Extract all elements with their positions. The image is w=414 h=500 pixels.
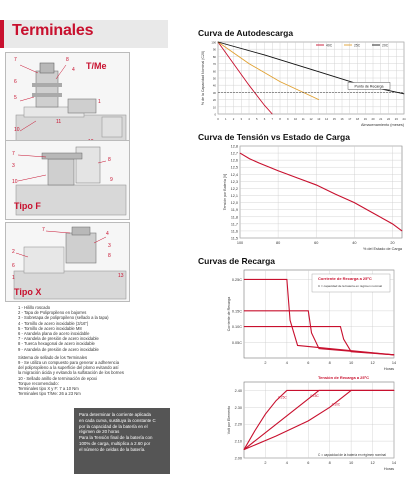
x-tick-label: 7 bbox=[271, 117, 274, 121]
callout-6: 6 bbox=[12, 263, 15, 269]
data-point bbox=[308, 399, 309, 400]
data-point bbox=[240, 153, 241, 154]
y-tick-label: 2.10 bbox=[234, 439, 242, 444]
data-point bbox=[404, 93, 405, 94]
data-point bbox=[311, 69, 312, 70]
callout-13: 13 bbox=[118, 273, 124, 279]
list-item: 1 - Hilillo roscado bbox=[18, 305, 51, 310]
data-point bbox=[335, 194, 336, 195]
y-tick-label: 0 bbox=[214, 112, 216, 117]
x-tick-label: 6 bbox=[263, 117, 266, 121]
data-point bbox=[244, 326, 245, 327]
data-point bbox=[233, 63, 234, 64]
callout-10: 10 bbox=[14, 127, 20, 133]
y-axis-label: % de la Capacidad Nominal (C20) bbox=[201, 50, 205, 106]
x-tick-label: 8 bbox=[328, 361, 331, 365]
tip-line: Para la Tensión final de la batería con bbox=[79, 435, 153, 441]
x-tick-label: 100 bbox=[236, 241, 244, 245]
y-tick-label: 70 bbox=[212, 62, 216, 67]
x-tick-label: 20 bbox=[390, 241, 395, 245]
x-tick-label: 22 bbox=[386, 117, 391, 121]
y-tick-label: 11,5 bbox=[230, 236, 238, 241]
y-tick-label: 12,8 bbox=[230, 144, 238, 149]
note-line: 9 - Se utiliza un compuesto para generar a adherencia bbox=[18, 360, 120, 366]
x-tick-label: 21 bbox=[379, 117, 383, 121]
x-axis-label: % del Estado de Carga bbox=[362, 247, 402, 251]
callout-7: 7 bbox=[42, 227, 45, 233]
note-line: del polipropileno a la superficie del plomo evitando así bbox=[18, 365, 119, 371]
callout-2: 2 bbox=[12, 249, 15, 255]
terminal-tme-illustration bbox=[6, 53, 130, 150]
charge-note-box bbox=[74, 408, 170, 474]
data-point bbox=[340, 326, 341, 327]
note-line: Terminales tipo T/Me: 26 a 23 Nm bbox=[18, 391, 81, 397]
x-tick-label: 14 bbox=[391, 361, 397, 365]
data-point bbox=[244, 311, 245, 312]
x-tick-label: 2 bbox=[264, 361, 267, 365]
data-point bbox=[278, 170, 279, 171]
x-tick-label: 4 bbox=[285, 361, 288, 365]
y-tick-label: 40 bbox=[212, 83, 216, 88]
x-tick-label: 9 bbox=[286, 117, 289, 121]
tip-line: por la capacidad de la batería en el bbox=[79, 423, 148, 429]
data-point bbox=[316, 185, 317, 186]
callout-3: 3 bbox=[108, 243, 111, 249]
data-point bbox=[272, 114, 273, 115]
y-tick-label: 10 bbox=[212, 105, 216, 110]
list-item: 9 - Arandela de presión de acero inoxidable bbox=[18, 346, 99, 352]
x-tick-label: 14 bbox=[324, 117, 329, 121]
data-point bbox=[244, 279, 245, 280]
callout-11: 11 bbox=[56, 119, 62, 125]
y-tick-label: 11,7 bbox=[230, 222, 238, 227]
x-tick-label: 19 bbox=[363, 117, 367, 121]
data-point bbox=[218, 42, 219, 43]
data-point bbox=[287, 415, 288, 416]
x-tick-label: 15 bbox=[332, 117, 336, 121]
series-label: 0.25C bbox=[278, 395, 287, 400]
y-tick-label: 2.20 bbox=[234, 422, 242, 427]
list-item: 4 - Tornillo de acero inoxidable (3/16") bbox=[18, 320, 89, 326]
chart-subtitle: Corriente de Recarga a 25ºC bbox=[318, 276, 372, 281]
callout-3: 3 bbox=[12, 163, 15, 169]
x-tick-label: 3 bbox=[240, 117, 243, 121]
data-point bbox=[259, 163, 260, 164]
y-tick-label: 20 bbox=[212, 98, 216, 103]
y-tick-label: 12,0 bbox=[230, 201, 238, 206]
data-point bbox=[265, 414, 266, 415]
note-line: la migración ácida y evitando la sulfatación de los bornes bbox=[18, 370, 124, 376]
data-point bbox=[290, 320, 291, 321]
chart-note: C = capacidad de la batería en régimen nominal bbox=[318, 453, 386, 457]
data-point bbox=[343, 339, 344, 340]
x-tick-label: 24 bbox=[402, 117, 406, 121]
plot-area bbox=[240, 146, 402, 238]
x-tick-label: 60 bbox=[314, 241, 319, 245]
section-title-autodescarga: Curva de Autodescarga bbox=[198, 28, 294, 38]
data-point bbox=[264, 105, 265, 106]
x-tick-label: 40 bbox=[352, 241, 357, 245]
data-point bbox=[287, 279, 288, 280]
x-tick-label: 12 bbox=[309, 117, 313, 121]
y-tick-label: 0.25C bbox=[231, 277, 242, 282]
x-tick-label: 10 bbox=[293, 117, 298, 121]
data-point bbox=[311, 333, 312, 334]
y-tick-label: 11,9 bbox=[230, 208, 238, 213]
data-point bbox=[297, 345, 298, 346]
x-tick-label: 80 bbox=[276, 241, 281, 245]
legend-label: 25C bbox=[354, 43, 361, 48]
tip-line: el número de celdas de la batería. bbox=[79, 446, 146, 452]
data-point bbox=[280, 81, 281, 82]
tip-line: en cada curva, sustituya la constante C bbox=[79, 417, 156, 423]
data-point bbox=[276, 400, 277, 401]
x-tick-label: 1 bbox=[224, 117, 227, 121]
y-tick-label: 12,3 bbox=[230, 179, 238, 184]
callout-7: 7 bbox=[14, 57, 17, 63]
y-tick-label: 0.10C bbox=[231, 325, 242, 330]
x-tick-label: 18 bbox=[355, 117, 360, 121]
callout-1: 1 bbox=[12, 275, 15, 281]
list-item: 3 - Sobretapa de polipropileno (sellado a la tapa) bbox=[18, 315, 109, 321]
data-point bbox=[249, 158, 250, 159]
x-axis-label: Almacenamiento (meses) bbox=[360, 123, 404, 127]
data-point bbox=[319, 390, 320, 391]
y-tick-label: 0.05C bbox=[231, 340, 242, 345]
data-point bbox=[254, 431, 255, 432]
x-tick-label: 20 bbox=[371, 117, 375, 121]
y-tick-label: 30 bbox=[212, 90, 216, 95]
y-tick-label: 12,6 bbox=[230, 158, 238, 163]
x-tick-label: 11 bbox=[301, 117, 305, 121]
section-title-recarga: Curvas de Recarga bbox=[198, 256, 276, 266]
callout-8: 8 bbox=[66, 57, 69, 63]
callout-8: 8 bbox=[108, 253, 111, 259]
x-tick-label: 2 bbox=[264, 461, 267, 465]
data-point bbox=[373, 213, 374, 214]
y-axis-label: Tensión por Batería [V] bbox=[223, 173, 227, 211]
x-tick-label: 13 bbox=[317, 117, 321, 121]
y-tick-label: 2.30 bbox=[234, 405, 242, 410]
y-tick-label: 2.00 bbox=[234, 456, 242, 461]
series-label: 0.10C bbox=[331, 402, 341, 407]
y-tick-label: 12,7 bbox=[230, 151, 238, 156]
list-item: 6 - Arandela plana de acero inoxidable bbox=[18, 331, 90, 337]
data-point bbox=[308, 311, 309, 312]
tip-line: Para determinar la corriente aplicada bbox=[79, 412, 151, 417]
chart-title: Tensión de Recarga a 25ºC bbox=[318, 376, 369, 380]
recharge-current-chart bbox=[198, 266, 410, 374]
x-tick-label: 4 bbox=[285, 461, 288, 465]
list-item: 5 - Tornillo de acero inoxidable M8 bbox=[18, 325, 82, 331]
x-tick-label: 8 bbox=[279, 117, 281, 121]
data-point bbox=[402, 231, 403, 232]
terminal-diagram-tme bbox=[5, 52, 130, 150]
terminal-diagram-tipo-x bbox=[5, 222, 130, 302]
y-axis-label: Volt por Elemento bbox=[227, 405, 231, 435]
callout-5: 5 bbox=[14, 95, 17, 101]
data-point bbox=[249, 63, 250, 64]
y-tick-label: 12,2 bbox=[230, 186, 238, 191]
data-point bbox=[394, 355, 395, 356]
data-point bbox=[308, 420, 309, 421]
callout-6: 6 bbox=[14, 79, 17, 85]
data-point bbox=[319, 348, 320, 349]
y-tick-label: 0.15C bbox=[231, 309, 242, 314]
parts-list bbox=[18, 305, 168, 396]
x-tick-label: 4 bbox=[248, 117, 250, 121]
y-tick-label: 12,5 bbox=[230, 165, 238, 170]
data-point bbox=[297, 177, 298, 178]
data-point bbox=[249, 85, 250, 86]
x-axis-label: Horas bbox=[383, 367, 394, 371]
list-item: 2 - Tapa de Polipropileno en bajorres bbox=[18, 310, 87, 316]
y-tick-label: 2.40 bbox=[234, 388, 242, 393]
callout-9: 9 bbox=[110, 177, 113, 183]
list-item: 7 - Arandela de presión de acero inoxidable bbox=[18, 336, 99, 342]
x-tick-label: 8 bbox=[328, 461, 331, 465]
x-tick-label: 10 bbox=[349, 461, 354, 465]
note-line: 10 - Sellado anillo de terminación de epoxi bbox=[18, 375, 97, 381]
y-tick-label: 12,4 bbox=[230, 172, 238, 177]
series-label: 0.15C bbox=[310, 393, 319, 398]
y-tick-label: 11,6 bbox=[230, 229, 238, 234]
recharge-annotation: Punto de Recarga bbox=[354, 84, 384, 89]
y-tick-label: 90 bbox=[212, 47, 216, 52]
tipo-x-label: Tipo X bbox=[14, 287, 42, 297]
data-point bbox=[318, 99, 319, 100]
x-axis-label: Horas bbox=[383, 467, 394, 471]
y-tick-label: 80 bbox=[212, 54, 216, 59]
legend-label: 20C bbox=[382, 43, 389, 48]
tipo-f-label: Tipo F bbox=[14, 201, 41, 211]
x-tick-label: 2 bbox=[232, 117, 235, 121]
data-point bbox=[351, 351, 352, 352]
self-discharge-chart bbox=[198, 38, 410, 130]
x-tick-label: 10 bbox=[349, 361, 354, 365]
data-point bbox=[329, 407, 330, 408]
callout-10: 10 bbox=[12, 179, 18, 185]
note-line: Torque recomendado: bbox=[18, 380, 59, 386]
x-tick-label: 6 bbox=[307, 361, 310, 365]
tip-line: 100% de carga, multiplica a 2.60 por bbox=[79, 440, 151, 446]
x-tick-label: 16 bbox=[340, 117, 344, 121]
data-point bbox=[392, 223, 393, 224]
note-line: Sistema de sellado de los Terminales bbox=[18, 354, 88, 360]
legend-label: 40C bbox=[326, 43, 333, 48]
data-point bbox=[394, 390, 395, 391]
list-item: 8 - Tuerca hexagonal de acero inoxidable bbox=[18, 341, 95, 347]
x-tick-label: 23 bbox=[394, 117, 398, 121]
data-point bbox=[264, 55, 265, 56]
x-tick-label: 12 bbox=[370, 461, 375, 465]
x-tick-label: 5 bbox=[255, 117, 258, 121]
callout-4: 4 bbox=[72, 67, 75, 73]
y-tick-label: 11,8 bbox=[230, 215, 238, 220]
data-point bbox=[276, 436, 277, 437]
chart-note: C = capacidad de la batería en régimen nominal bbox=[318, 284, 382, 288]
y-tick-label: 100 bbox=[211, 40, 216, 45]
callout-7: 7 bbox=[12, 151, 15, 157]
callout-8: 8 bbox=[108, 157, 111, 163]
page-title: Terminales bbox=[12, 22, 94, 39]
y-tick-label: 60 bbox=[212, 69, 216, 74]
terminal-diagram-tipo-f bbox=[5, 140, 130, 220]
data-point bbox=[354, 202, 355, 203]
note-line: Terminales tipo X y F: 7 a 10 Nm bbox=[18, 386, 79, 392]
x-tick-label: 12 bbox=[370, 361, 375, 365]
callout-1: 1 bbox=[98, 99, 101, 105]
plot-area bbox=[244, 382, 394, 458]
data-point bbox=[265, 432, 266, 433]
data-point bbox=[287, 390, 288, 391]
x-tick-label: 14 bbox=[391, 461, 397, 465]
x-tick-label: 6 bbox=[307, 461, 310, 465]
data-point bbox=[244, 449, 245, 450]
x-tick-label: 17 bbox=[348, 117, 352, 121]
section-title-tension: Curva de Tensión vs Estado de Carga bbox=[198, 132, 350, 142]
data-point bbox=[351, 390, 352, 391]
tme-label: T/Me bbox=[86, 61, 107, 71]
recharge-voltage-chart bbox=[198, 376, 410, 476]
x-tick-label: 0 bbox=[217, 117, 219, 121]
y-tick-label: 50 bbox=[212, 76, 216, 81]
voltage-soc-chart bbox=[198, 142, 410, 254]
y-tick-label: 12,1 bbox=[230, 194, 238, 199]
tip-line: régimen de 20 horas bbox=[79, 429, 120, 435]
callout-4: 4 bbox=[106, 231, 109, 237]
y-axis-label: Corriente de Recarga bbox=[227, 296, 231, 332]
